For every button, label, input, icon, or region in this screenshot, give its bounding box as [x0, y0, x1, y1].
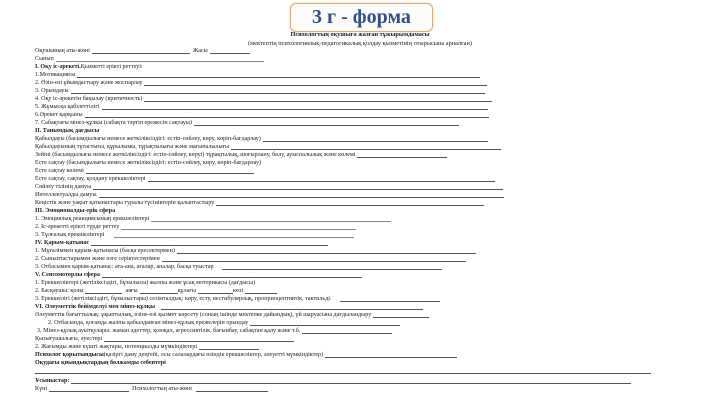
- answer-field[interactable]: [121, 229, 356, 230]
- section-2-item: [35, 191, 504, 199]
- section-1-title: I. Оқу іс-әрекеті.: [35, 64, 81, 70]
- dominant-hand-label: 2. Басқаушы: қолы: [35, 288, 84, 294]
- answer-field[interactable]: [77, 77, 480, 78]
- section-3-item: [35, 223, 356, 231]
- section-4-title: IV. Қарым-қатынас: [35, 240, 90, 246]
- answer-field[interactable]: [144, 101, 492, 102]
- item-label: Зейіні (басымдылығы немесе жеткіліксіздігі: естіп-сөйлеу, көруі) тұрақтылық, шоғырлану, бөлу, ауыспалылық және көлемі: [35, 152, 356, 158]
- item-label: 3. Орындауы: [35, 88, 69, 94]
- student-class-label: Сынып: [35, 56, 54, 62]
- item-label: 4. Оқу іс-әрекетін бақылау (критичность): [35, 96, 143, 102]
- item-label: 5. Жұмысқа қабілеттілігі: [35, 104, 100, 110]
- item-label: 2. Сыныптастарымен және өзге серіктестерімен: [35, 256, 160, 262]
- section-6-item: [48, 319, 400, 327]
- answer-field[interactable]: [102, 109, 488, 110]
- section-6-item: [35, 311, 429, 319]
- section-4-item: [35, 247, 476, 255]
- student-class-field[interactable]: [56, 61, 264, 62]
- section-1-item: [35, 119, 459, 127]
- laterality-row: [35, 287, 277, 295]
- section-1-title-rest: Қызметті ерікті реттеуі:: [80, 64, 143, 70]
- form-title: 3 г - форма: [312, 6, 411, 28]
- answer-field[interactable]: [194, 125, 459, 126]
- student-name-field[interactable]: [92, 53, 190, 54]
- section-2-item: [35, 159, 261, 167]
- student-age-field[interactable]: [210, 53, 250, 54]
- item-label: Кеңістік және уақыт қатынастары туралы түсініктерін қалыптастыру: [35, 200, 215, 206]
- student-class-row: [35, 55, 264, 63]
- item-label: 6.Әрекет қарқыны: [35, 112, 83, 118]
- conclusion-field[interactable]: [325, 357, 457, 358]
- item-label: Есте сақтау (басымдылығы немесе жеткіліксіздігі: естіп-сөйлеу, көру, көріп-бағдарлау): [35, 160, 262, 166]
- date-field[interactable]: [49, 391, 129, 392]
- signature-row: [35, 385, 268, 393]
- item-label: Қабылдауы (басымдылығы немесе жеткіліксіздігі: естіп-сөйлеу, көру, көріп-бағдарлау): [35, 136, 261, 142]
- section-5-title: V. Сенсомоторлы сфера: [35, 272, 100, 278]
- item-label: 1. Мұғаліммен қарым-қатынасы (басқа ересектермен): [35, 248, 175, 254]
- section-3-item: [35, 215, 391, 223]
- answer-field[interactable]: [104, 341, 294, 342]
- section-2-title: II. Танымдық дағдысы: [35, 128, 100, 134]
- section-4-heading: [35, 239, 328, 247]
- item-label: Әлеуметтік бағыттылық: ұқыптылық, өзіне-өзі қызмет көрсету (соның ішінде мектепке дайындық), үй шаруасына дағдыландыру: [35, 312, 372, 318]
- item-label: Есте сақтау көлемі: [35, 168, 84, 174]
- answer-field[interactable]: [91, 245, 328, 246]
- section-5-heading: [35, 271, 362, 279]
- answer-field[interactable]: [302, 333, 392, 334]
- answer-field[interactable]: [357, 157, 447, 158]
- section-2-heading: [35, 127, 99, 135]
- answer-field[interactable]: [114, 237, 354, 238]
- item-label: 2. Іс-әрекетті ерікті түрде реттеу: [35, 224, 120, 230]
- item-label: 7. Сабақтағы мінез-құлқы (сабақта тәртіп ережесін сақтауы): [35, 120, 192, 126]
- section-6-item: [37, 327, 392, 335]
- student-name-row: [35, 47, 250, 55]
- section-6-item: [35, 343, 259, 351]
- conclusion-row: [35, 351, 457, 359]
- dominant-eye-field[interactable]: [245, 293, 277, 294]
- section-1-item: [35, 79, 487, 87]
- item-label: 2. Отбасында, қоғамда жалпы қабылданған мінез-құлық ережелерін орындау: [48, 320, 249, 326]
- recommendations-row: [35, 377, 631, 385]
- psychologist-name-field[interactable]: [196, 391, 268, 392]
- answer-field[interactable]: [99, 197, 504, 198]
- answer-field[interactable]: [151, 221, 391, 222]
- dominant-ear-label: құлағы: [177, 288, 196, 294]
- item-label: 1.Мотивациясы: [35, 72, 76, 78]
- section-6-item: [35, 335, 294, 343]
- answer-field[interactable]: [93, 189, 503, 190]
- dominant-ear-field[interactable]: [198, 293, 233, 294]
- item-label: 2. Жағымды және күшті жақтары, потенциалды мүмкіндіктері: [35, 344, 198, 350]
- section-4-item: [35, 263, 442, 271]
- section-5-item: [35, 279, 255, 287]
- section-2-item: [35, 167, 254, 175]
- section-2-item: [35, 175, 495, 183]
- item-label: Қабылдауының тұтастығы, құрылымы, тұрақтылығы және мағыналылығы: [35, 144, 230, 150]
- item-label: Сөйлеу тілінің дамуы: [35, 184, 92, 190]
- dominant-eye-label: көзі: [232, 288, 244, 294]
- answer-field[interactable]: [162, 261, 466, 262]
- section-6-heading: [35, 303, 423, 311]
- section-1-item: [35, 87, 485, 95]
- section-4-item: [35, 255, 466, 263]
- item-label: Интеллектуалды дамуы: [35, 192, 97, 198]
- document-subtitle: (мектептің психологиялық-педагогикалық қолдау қызметінің отырысына арналған): [248, 40, 472, 47]
- student-age-label: Жасы: [192, 48, 208, 54]
- answer-field[interactable]: [148, 181, 495, 182]
- section-1-item: [35, 95, 492, 103]
- section-2-item: [35, 151, 447, 159]
- item-label: 2. Өзін-өзі ұйымдастыру және жоспарлау: [35, 80, 143, 86]
- reasons-line-row: [35, 367, 651, 375]
- student-name-label: Оқушының аты-жөні: [35, 48, 90, 54]
- answer-field[interactable]: [222, 269, 442, 270]
- item-label: 3. Ерекшелігі (жетіліксіздігі, бұзылыстары) сезімталдық: көру, есту, вестибулярлық, проприоцептивтік, тактильді.: [35, 296, 332, 302]
- reasons-field[interactable]: [35, 373, 651, 374]
- section-2-item: [35, 199, 484, 207]
- answer-field[interactable]: [177, 253, 476, 254]
- section-3-title: III. Эмоционалды-ерік сфера: [35, 208, 116, 214]
- document-title: Психологтың оқушыға жазған тұжырымдамасы: [290, 31, 430, 38]
- reasons-row: [35, 359, 166, 367]
- item-label: 3. Отбасымен қарым-қатынас: ата-ана, ағалар, апалар, басқа туыстар: [35, 264, 214, 270]
- answer-field[interactable]: [263, 141, 488, 142]
- conclusion-label: Психолог қорытындысы: [35, 352, 104, 358]
- section-2-item: [35, 135, 488, 143]
- section-6-title: VI. Әлеуметтік бейімделуі мен мінез-құлқы: [35, 304, 155, 310]
- section-1-item: [35, 111, 489, 119]
- reasons-label: Оқудағы қиындықтардың болжамды себептері: [35, 360, 166, 366]
- section-1-heading: [35, 63, 143, 71]
- item-label: 1. Ерекшеліктері (жетіліксіздігі, бұзылысы) жалпы және ұсақ моторикасы (дағдысы): [35, 280, 256, 286]
- answer-field[interactable]: [85, 117, 489, 118]
- recommendations-field[interactable]: [71, 383, 631, 384]
- section-2-item: [35, 183, 503, 191]
- answer-field[interactable]: [144, 85, 487, 86]
- answer-field[interactable]: [102, 277, 362, 278]
- answer-field[interactable]: [216, 205, 484, 206]
- item-label: 3. Мінез-құлық ауытқулары: жаман әдеттер, қоюқал, агрессивтілік, бағынбау, сабақтан қалу және т.б.: [37, 328, 301, 334]
- dominant-leg-field[interactable]: [140, 293, 178, 294]
- section-1-item: [35, 103, 488, 111]
- answer-field[interactable]: [86, 173, 254, 174]
- answer-field[interactable]: [250, 325, 400, 326]
- answer-field[interactable]: [71, 93, 485, 94]
- section-2-item: [35, 143, 501, 151]
- answer-field[interactable]: [340, 301, 440, 302]
- psychologist-name-label: Психологтың аты-жөні: [132, 386, 192, 392]
- answer-field[interactable]: [231, 149, 501, 150]
- conclusion-hint: (қазіргі даму деңгейі, осы салалардағы өзіндік ерекшеліктер, әлеуетті мүмкіндіктер): [103, 352, 324, 358]
- item-label: Есте сақтау, сақтау, қолдану ерекшеліктері: [35, 176, 146, 182]
- item-label: 3. Тұлғалық ерекшеліктері: [35, 232, 105, 238]
- date-label: Күні: [35, 386, 48, 392]
- dominant-hand-field[interactable]: [85, 293, 122, 294]
- answer-field[interactable]: [373, 317, 429, 318]
- section-5-item: [35, 295, 440, 303]
- item-label: Қызығушылығы, әуестері: [35, 336, 103, 342]
- form-title-badge: [290, 3, 433, 32]
- recommendations-label: Ұсыныстар:: [35, 378, 70, 384]
- item-label: 1. Эмоциялық реакциясының ерекшеліктері: [35, 216, 150, 222]
- answer-field[interactable]: [161, 309, 423, 310]
- section-3-heading: [35, 207, 115, 215]
- section-1-item: [35, 71, 480, 79]
- dominant-leg-label: аяғы: [125, 288, 138, 294]
- section-3-item: [35, 231, 354, 239]
- answer-field[interactable]: [199, 349, 259, 350]
